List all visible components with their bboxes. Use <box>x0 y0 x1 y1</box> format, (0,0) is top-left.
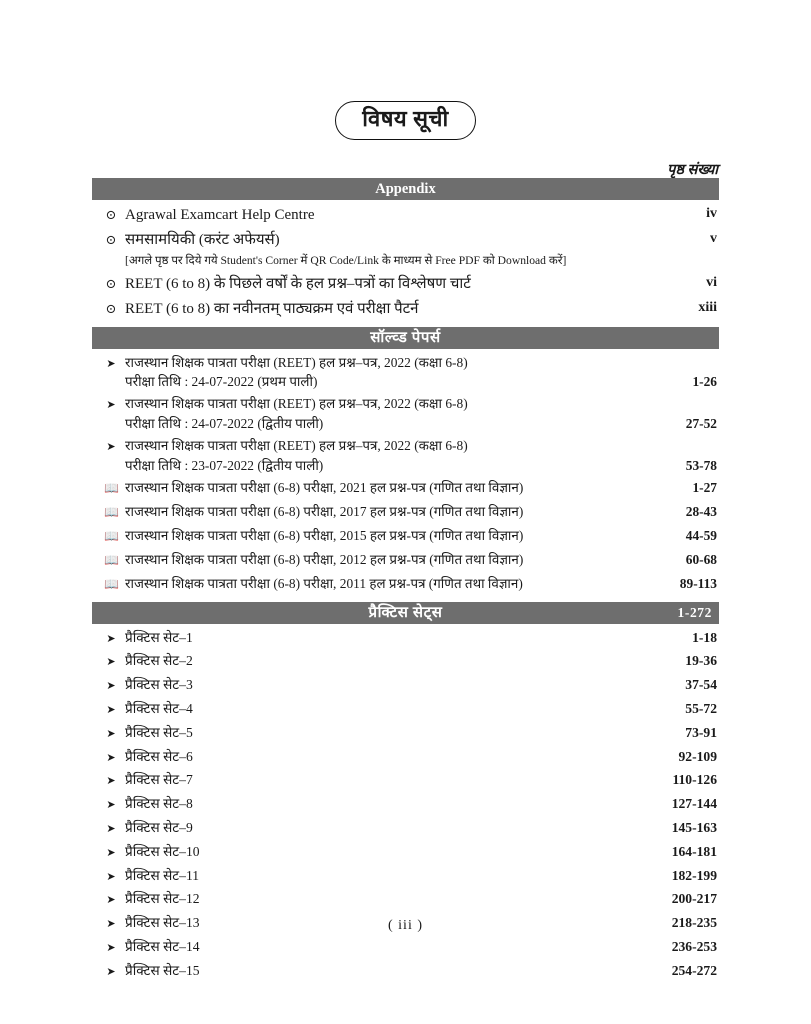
toc-row-left <box>92 794 193 814</box>
toc-row-textblock <box>125 229 280 251</box>
toc-row-left <box>92 298 418 320</box>
toc-row-title: Agrawal Examcart Help Centre <box>125 207 315 223</box>
toc-row-textblock <box>125 770 193 790</box>
open-book-icon: 📖 <box>104 552 119 567</box>
toc-row-main <box>92 866 719 886</box>
section-heading-label: प्रैक्टिस सेट्स <box>368 604 443 621</box>
toc-row-textblock <box>125 204 315 226</box>
toc-row-main <box>92 394 719 434</box>
toc-row-main <box>92 502 719 522</box>
toc-row-main <box>92 298 719 320</box>
toc-row-pages: 89-113 <box>679 575 717 591</box>
toc-row-left <box>92 889 200 909</box>
toc-row-main <box>92 723 719 743</box>
toc-row-pages: 28-43 <box>685 503 717 519</box>
toc-row-left <box>92 502 523 522</box>
toc-row[interactable] <box>92 936 719 960</box>
toc-row-title: राजस्थान शिक्षक पात्रता परीक्षा (6-8) परीक्षा, 2012 हल प्रश्न-पत्र (गणित तथा विज्ञान) <box>125 551 524 567</box>
toc-row-main <box>92 675 719 695</box>
toc-row-pages: 200-217 <box>671 891 717 907</box>
section-heading <box>92 178 719 200</box>
toc-row-pages: 182-199 <box>671 867 717 883</box>
arrow-icon: ➤ <box>106 846 116 859</box>
arrow-icon: ➤ <box>106 703 116 716</box>
toc-row[interactable] <box>92 674 719 698</box>
toc-row[interactable] <box>92 549 719 573</box>
toc-row-main <box>92 889 719 909</box>
toc-row-title: REET (6 to 8) के पिछले वर्षों के हल प्रश्न–पत्रों का विश्लेषण चार्ट <box>125 275 471 292</box>
toc-row-textblock <box>125 889 200 909</box>
toc-row-left <box>92 204 315 226</box>
toc-row-title: प्रैक्टिस सेट–3 <box>125 677 193 693</box>
page-title: विषय सूची <box>335 101 475 140</box>
toc-row-subtitle: परीक्षा तिथि : 23-07-2022 (द्वितीय पाली) <box>125 457 324 473</box>
arrow-icon: ➤ <box>106 822 116 835</box>
toc-row-textblock <box>125 273 471 295</box>
toc-row-pages: 44-59 <box>685 527 717 543</box>
toc-row-left <box>92 937 200 957</box>
toc-row-left <box>92 842 200 862</box>
toc-row-title: राजस्थान शिक्षक पात्रता परीक्षा (6-8) परीक्षा, 2017 हल प्रश्न-पत्र (गणित तथा विज्ञान) <box>125 503 524 519</box>
toc-row-main <box>92 436 719 476</box>
toc-row-textblock <box>125 937 200 957</box>
toc-row-textblock <box>125 550 523 570</box>
toc-row[interactable] <box>92 525 719 549</box>
arrow-icon: ➤ <box>106 727 116 740</box>
toc-row-title: प्रैक्टिस सेट–11 <box>125 867 200 883</box>
toc-row-textblock <box>125 723 193 743</box>
section-heading <box>92 327 719 349</box>
toc-row-textblock <box>125 298 418 320</box>
section-rows <box>92 349 719 602</box>
toc-row-title: प्रैक्टिस सेट–14 <box>125 938 200 954</box>
toc-row[interactable] <box>92 746 719 770</box>
toc-row-left <box>92 574 523 594</box>
arrow-icon: ➤ <box>106 894 116 907</box>
toc-row-main <box>92 747 719 767</box>
toc-row-title: राजस्थान शिक्षक पात्रता परीक्षा (REET) हल प्रश्न–पत्र, 2022 (कक्षा 6-8) <box>125 437 468 453</box>
toc-row-main <box>92 273 719 295</box>
toc-row-pages: 1-18 <box>692 629 717 645</box>
toc-row-main <box>92 794 719 814</box>
toc-row[interactable] <box>92 228 719 272</box>
toc-row-textblock <box>125 747 193 767</box>
toc-row-title: प्रैक्टिस सेट–8 <box>125 796 193 812</box>
circled-dot-icon: ⊙ <box>105 300 117 316</box>
toc-row-left <box>92 478 523 498</box>
toc-row[interactable] <box>92 817 719 841</box>
toc-row-subtitle: परीक्षा तिथि : 24-07-2022 (प्रथम पाली) <box>125 374 318 390</box>
toc-row-pages: 110-126 <box>672 772 717 788</box>
toc-row-textblock <box>125 526 523 546</box>
section-heading-label: Appendix <box>375 181 436 197</box>
toc-row-title: प्रैक्टिस सेट–13 <box>125 915 200 931</box>
toc-row-pages: 1-27 <box>692 479 717 495</box>
section-heading <box>92 602 719 624</box>
toc-row-title: प्रैक्टिस सेट–12 <box>125 891 200 907</box>
toc-row-main <box>92 961 719 981</box>
toc-row-left <box>92 961 200 981</box>
toc-row-title: प्रैक्टिस सेट–1 <box>125 629 193 645</box>
toc-row-left <box>92 526 523 546</box>
toc-row-textblock <box>125 699 193 719</box>
toc-row-main <box>92 574 719 594</box>
arrow-icon: ➤ <box>106 680 116 693</box>
arrow-icon: ➤ <box>106 941 116 954</box>
toc-row-main <box>92 526 719 546</box>
arrow-icon: ➤ <box>106 799 116 812</box>
circled-dot-icon: ⊙ <box>105 207 117 222</box>
toc-row-title: प्रैक्टिस सेट–2 <box>125 653 193 669</box>
toc-row-pages: 145-163 <box>671 819 717 835</box>
toc-row[interactable] <box>92 841 719 865</box>
toc-row-left <box>92 651 193 671</box>
toc-row-pages: 73-91 <box>685 724 717 740</box>
circled-dot-icon: ⊙ <box>105 232 117 247</box>
toc-row-main <box>92 818 719 838</box>
toc-row-textblock <box>125 794 193 814</box>
toc-row-pages: 127-144 <box>671 796 717 812</box>
toc-row[interactable] <box>92 769 719 793</box>
toc-row-pages: 218-235 <box>671 915 717 931</box>
toc-row-left <box>92 866 199 886</box>
table-of-contents <box>92 178 719 989</box>
toc-row-textblock <box>125 866 199 886</box>
arrow-icon: ➤ <box>106 632 116 645</box>
toc-row-textblock <box>125 394 468 434</box>
toc-row-left <box>92 353 468 393</box>
section-heading-label: सॉल्व्ड पेपर्स <box>370 329 441 346</box>
section-heading-pages: 1-272 <box>677 604 712 620</box>
arrow-icon: ➤ <box>106 440 116 453</box>
toc-row[interactable] <box>92 393 719 435</box>
toc-row-textblock <box>125 675 193 695</box>
toc-row-left <box>92 394 468 434</box>
toc-row-pages: 236-253 <box>671 938 717 954</box>
toc-row-left <box>92 550 523 570</box>
toc-row[interactable] <box>92 435 719 477</box>
toc-row-textblock <box>125 353 468 393</box>
toc-row-pages: 19-36 <box>685 653 717 669</box>
toc-row-main <box>92 229 719 251</box>
toc-row-pages: 53-78 <box>685 457 717 473</box>
toc-row[interactable] <box>92 888 719 912</box>
toc-row[interactable] <box>92 793 719 817</box>
toc-row-left <box>92 770 193 790</box>
page-number-column-caption: पृष्ठ संख्या <box>667 162 718 178</box>
toc-row-title: राजस्थान शिक्षक पात्रता परीक्षा (6-8) परीक्षा, 2015 हल प्रश्न-पत्र (गणित तथा विज्ञान) <box>125 527 524 543</box>
toc-row-main <box>92 842 719 862</box>
toc-row[interactable] <box>92 477 719 501</box>
toc-row[interactable] <box>92 297 719 322</box>
toc-row-textblock <box>125 436 468 476</box>
toc-row-main <box>92 204 719 226</box>
circled-dot-icon: ⊙ <box>105 275 117 291</box>
arrow-icon: ➤ <box>106 357 116 370</box>
toc-row-left <box>92 273 471 295</box>
page-title-container <box>0 101 811 140</box>
open-book-icon: 📖 <box>104 576 119 591</box>
toc-row-left <box>92 818 193 838</box>
toc-row[interactable] <box>92 352 719 394</box>
toc-row-note: [अगले पृष्ठ पर दिये गये Student's Corner में QR Code/Link के माध्यम से Free PDF को Download करें] <box>125 254 567 268</box>
toc-row-left <box>92 747 193 767</box>
toc-row-textblock <box>125 651 193 671</box>
toc-row-pages: 60-68 <box>685 551 717 567</box>
toc-row-textblock <box>125 818 193 838</box>
toc-row-pages: iv <box>706 206 717 221</box>
row-spacer <box>92 984 719 989</box>
toc-row-pages: xiii <box>698 299 717 315</box>
toc-row-textblock <box>125 961 200 981</box>
toc-row-main <box>92 628 719 648</box>
toc-row-title: राजस्थान शिक्षक पात्रता परीक्षा (REET) हल प्रश्न–पत्र, 2022 (कक्षा 6-8) <box>125 354 468 370</box>
toc-row[interactable] <box>92 698 719 722</box>
open-book-icon: 📖 <box>104 504 119 519</box>
toc-row-title: राजस्थान शिक्षक पात्रता परीक्षा (6-8) परीक्षा, 2021 हल प्रश्न-पत्र (गणित तथा विज्ञान) <box>125 479 524 495</box>
toc-row[interactable] <box>92 722 719 746</box>
toc-row[interactable] <box>92 501 719 525</box>
toc-row-title: प्रैक्टिस सेट–7 <box>125 772 193 788</box>
toc-row-pages: vi <box>706 274 717 290</box>
toc-row-title: प्रैक्टिस सेट–5 <box>125 724 193 740</box>
toc-row-title: प्रैक्टिस सेट–15 <box>125 962 200 978</box>
toc-row-pages: 55-72 <box>685 700 717 716</box>
toc-row[interactable] <box>92 272 719 297</box>
toc-row-subtitle: परीक्षा तिथि : 24-07-2022 (द्वितीय पाली) <box>125 416 324 432</box>
toc-row-pages: 164-181 <box>671 843 717 859</box>
toc-row-left <box>92 699 193 719</box>
toc-row-pages: 92-109 <box>678 748 717 764</box>
toc-row-left <box>92 436 468 476</box>
toc-row-title: राजस्थान शिक्षक पात्रता परीक्षा (6-8) परीक्षा, 2011 हल प्रश्न-पत्र (गणित तथा विज्ञान) <box>125 575 523 591</box>
toc-row[interactable] <box>92 203 719 228</box>
toc-row-textblock <box>125 842 200 862</box>
toc-row[interactable] <box>92 960 719 984</box>
arrow-icon: ➤ <box>106 775 116 788</box>
toc-row-textblock <box>125 502 523 522</box>
toc-row-pages: 27-52 <box>685 416 717 432</box>
toc-row-textblock <box>125 574 523 594</box>
toc-row-left <box>92 675 193 695</box>
toc-row-main <box>92 699 719 719</box>
arrow-icon: ➤ <box>106 965 116 978</box>
toc-row[interactable] <box>92 573 719 597</box>
toc-row-textblock <box>125 628 193 648</box>
toc-row-pages: v <box>710 231 717 246</box>
toc-row-title: समसामयिकी (करंट अफेयर्स) <box>125 232 280 248</box>
arrow-icon: ➤ <box>106 870 116 883</box>
toc-row-left <box>92 628 193 648</box>
toc-row-pages: 37-54 <box>685 677 717 693</box>
arrow-icon: ➤ <box>106 399 116 412</box>
toc-row-main <box>92 550 719 570</box>
toc-row-main <box>92 353 719 393</box>
toc-row-pages: 254-272 <box>671 962 717 978</box>
arrow-icon: ➤ <box>106 656 116 669</box>
toc-row-title: प्रैक्टिस सेट–9 <box>125 819 193 835</box>
toc-row-title: प्रैक्टिस सेट–10 <box>125 843 200 859</box>
toc-row-left <box>92 229 280 251</box>
toc-row-left <box>92 723 193 743</box>
section-rows <box>92 200 719 327</box>
arrow-icon: ➤ <box>106 918 116 931</box>
toc-row[interactable] <box>92 627 719 651</box>
page-footer: ( iii ) <box>388 918 423 933</box>
toc-row-title: प्रैक्टिस सेट–6 <box>125 748 193 764</box>
toc-row-main <box>92 937 719 957</box>
toc-row-title: राजस्थान शिक्षक पात्रता परीक्षा (REET) हल प्रश्न–पत्र, 2022 (कक्षा 6-8) <box>125 396 468 412</box>
toc-row[interactable] <box>92 650 719 674</box>
open-book-icon: 📖 <box>104 480 119 495</box>
toc-row-main <box>92 478 719 498</box>
toc-row-main <box>92 651 719 671</box>
toc-row-title: प्रैक्टिस सेट–4 <box>125 700 193 716</box>
open-book-icon: 📖 <box>104 528 119 543</box>
toc-row-title: REET (6 to 8) का नवीनतम् पाठ्यक्रम एवं परीक्षा पैटर्न <box>125 300 419 317</box>
toc-row-main <box>92 770 719 790</box>
toc-row[interactable] <box>92 865 719 889</box>
toc-row-textblock <box>125 478 523 498</box>
arrow-icon: ➤ <box>106 751 116 764</box>
toc-row-pages: 1-26 <box>692 374 717 390</box>
